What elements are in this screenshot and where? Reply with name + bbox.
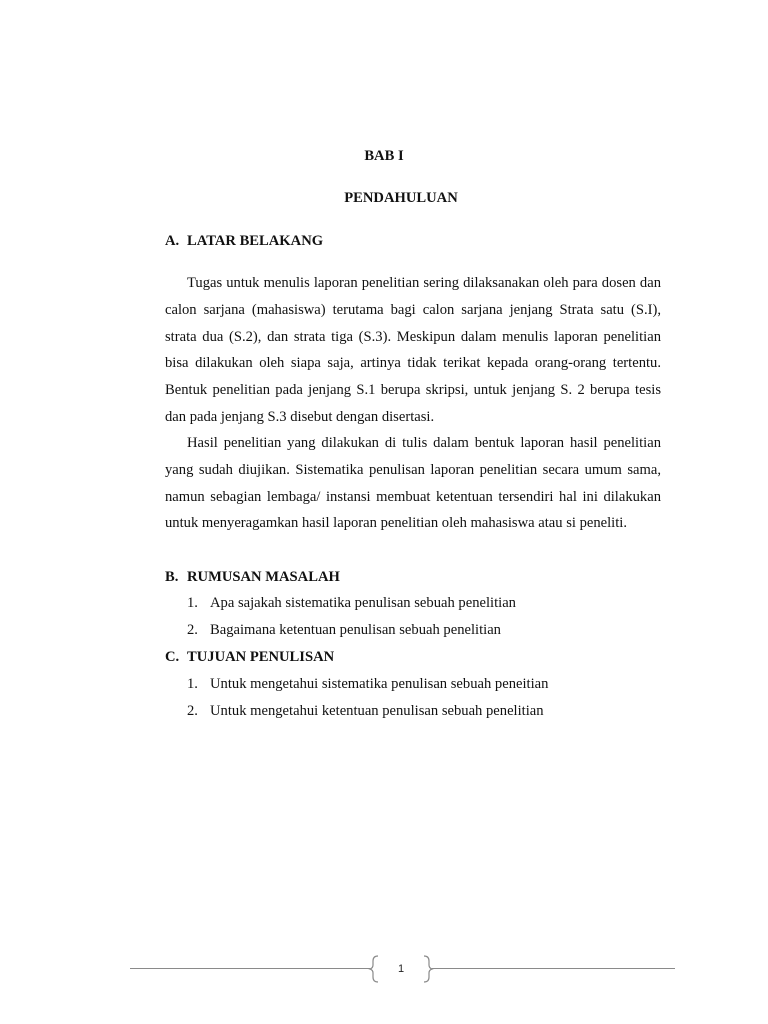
list-text: Untuk mengetahui sistematika penulisan sebuah peneitian: [210, 676, 549, 692]
tujuan-penulisan-list: [187, 671, 548, 725]
list-text: Bagaimana ketentuan penulisan sebuah penelitian: [210, 622, 501, 638]
list-number: 2.: [187, 703, 198, 719]
footer-rule-right: [432, 968, 675, 969]
section-heading-latar-belakang: [165, 231, 323, 251]
list-item: [187, 617, 516, 644]
list-item: [187, 698, 548, 725]
chapter-subtitle: PENDAHULUAN: [344, 190, 458, 206]
section-title: RUMUSAN MASALAH: [187, 569, 340, 585]
section-letter: C.: [165, 649, 180, 665]
section-letter: A.: [165, 233, 180, 249]
list-number: 1.: [187, 595, 198, 611]
list-item: [187, 671, 548, 698]
section-title: TUJUAN PENULISAN: [187, 649, 335, 665]
chapter-title: BAB I: [364, 148, 404, 164]
page-number: 1: [397, 963, 405, 975]
footer-rule-left: [130, 968, 370, 969]
list-text: Untuk mengetahui ketentuan penulisan sebuah penelitian: [210, 703, 544, 719]
section-heading-tujuan-penulisan: [165, 647, 334, 667]
paragraph-2: Hasil penelitian yang dilakukan di tulis dalam bentuk laporan hasil penelitian yang sudah diujikan. Sistematika penulisan laporan penelitian secara umum sama, namun sebagian lembaga/ instansi membuat ketentuan tersendiri hal ini dilakukan untuk menyeragamkan hasil laporan penelitian oleh mahasiswa atau si peneliti.: [165, 435, 661, 532]
list-number: 1.: [187, 676, 198, 692]
section-title: LATAR BELAKANG: [187, 233, 324, 249]
list-text: Apa sajakah sistematika penulisan sebuah penelitian: [210, 595, 516, 611]
rumusan-masalah-list: [187, 590, 516, 644]
paragraph-1: Tugas untuk menulis laporan penelitian sering dilaksanakan oleh para dosen dan calon sarjana (mahasiswa) terutama bagi calon sarjana jenjang Strata satu (S.I), strata dua (S.2), dan strata tiga (S.3). Meskipun dalam menulis laporan penelitian bisa dilakukan oleh siapa saja, artinya tidak terikat kepada orang-orang tertentu. Bentuk penelitian pada jenjang S.1 berupa skripsi, untuk jenjang S. 2 berupa tesis dan pada jenjang S.3 disebut dengan disertasi.: [165, 275, 661, 425]
section-heading-rumusan-masalah: [165, 567, 340, 587]
list-number: 2.: [187, 622, 198, 638]
section-letter: B.: [165, 569, 179, 585]
list-item: [187, 590, 516, 617]
